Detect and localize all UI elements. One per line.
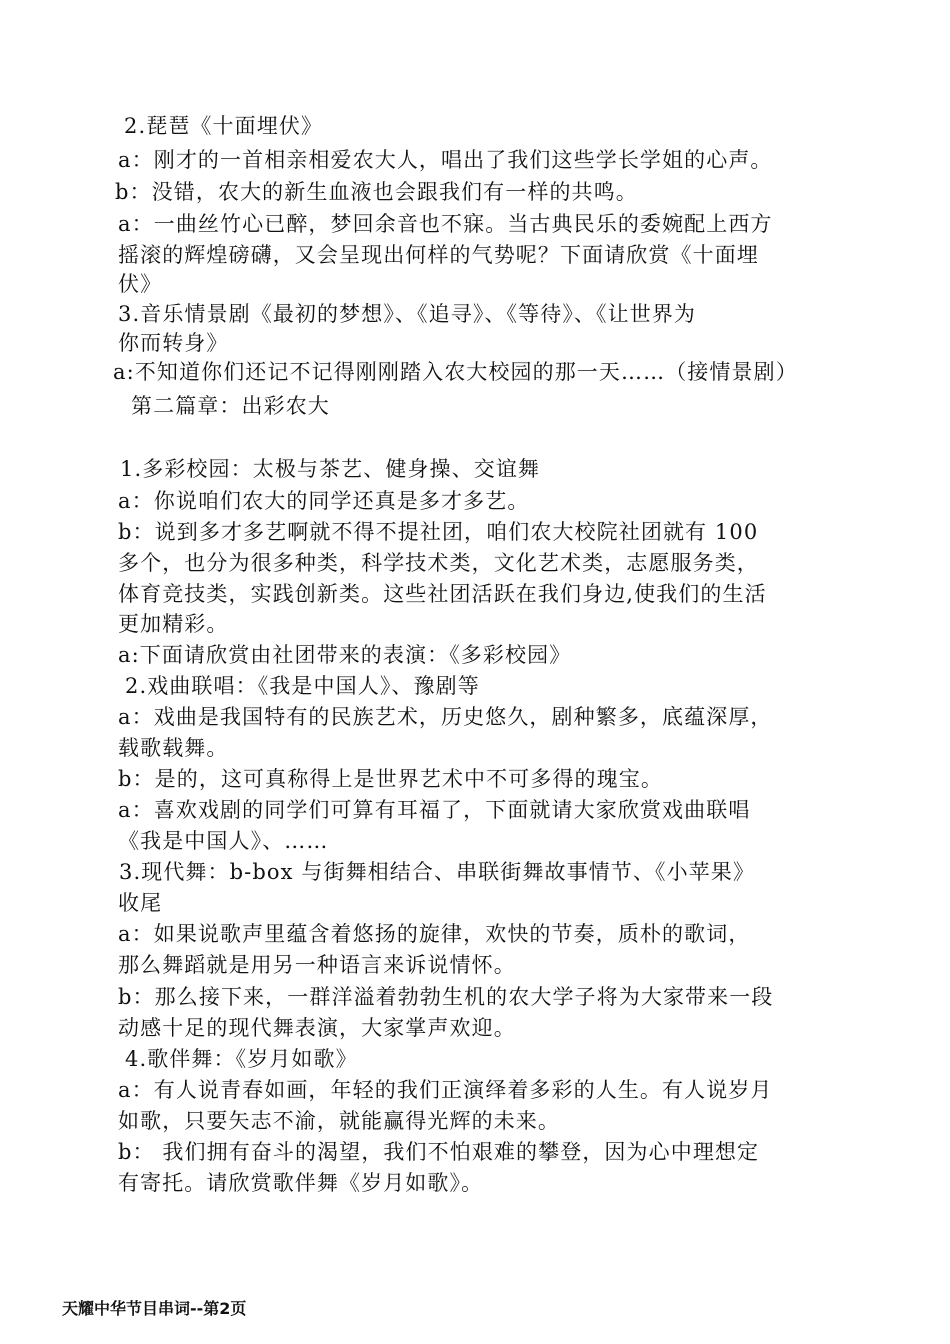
text-line: 有寄托。请欣赏歌伴舞《岁月如歌》。 xyxy=(118,1171,484,1195)
text-line: a：一曲丝竹心已醉，梦回余音也不寐。当古典民乐的委婉配上西方 xyxy=(118,212,773,236)
text-line: b：没错，农大的新生血液也会跟我们有一样的共鸣。 xyxy=(115,180,638,204)
text-line: 多个，也分为很多种类，科学技术类，文化艺术类，志愿服务类， xyxy=(118,551,759,575)
text-line: a：喜欢戏剧的同学们可算有耳福了，下面就请大家欣赏戏曲联唱 xyxy=(118,798,751,822)
text-line: b：那么接下来，一群洋溢着勃勃生机的农大学子将为大家带来一段 xyxy=(118,985,774,1009)
text-line: 收尾 xyxy=(118,891,163,915)
text-line: 你而转身》 xyxy=(118,331,229,355)
text-line: 摇滚的辉煌磅礴，又会呈现出何样的气势呢？下面请欣赏《十面埋 xyxy=(118,243,759,267)
text-line: 第二篇章：出彩农大 xyxy=(131,394,330,418)
text-line: 2.琵琶《十面埋伏》 xyxy=(124,114,324,138)
text-line: a：你说咱们农大的同学还真是多才多艺。 xyxy=(118,489,530,513)
text-line: a:下面请欣赏由社团带来的表演：《多彩校园》 xyxy=(118,643,572,667)
text-line: 那么舞蹈就是用另一种语言来诉说情怀。 xyxy=(118,953,516,977)
text-line: a：戏曲是我国特有的民族艺术，历史悠久，剧种繁多，底蕴深厚， xyxy=(118,705,773,729)
text-line: 体育竞技类，实践创新类。这些社团活跃在我们身边,使我们的生活 xyxy=(118,582,767,606)
text-line: a：有人说青春如画，年轻的我们正演绎着多彩的人生。有人说岁月 xyxy=(118,1078,773,1102)
text-line: b：是的，这可真称得上是世界艺术中不可多得的瑰宝。 xyxy=(118,767,663,791)
text-line: 载歌载舞。 xyxy=(118,736,229,760)
text-line: b：说到多才多艺啊就不得不提社团，咱们农大校院社团就有 100 xyxy=(118,520,759,544)
text-line: 《我是中国人》、…… xyxy=(118,829,329,853)
text-line: 更加精彩。 xyxy=(118,612,229,636)
text-line: b： 我们拥有奋斗的渴望，我们不怕艰难的攀登，因为心中理想定 xyxy=(118,1140,760,1164)
text-line: 1.多彩校园：太极与茶艺、健身操、交谊舞 xyxy=(120,457,541,481)
text-line: 如歌，只要矢志不渝，就能赢得光辉的未来。 xyxy=(118,1109,560,1133)
page-footer: 天耀中华节目串词--第2页 xyxy=(62,1299,247,1318)
text-line: 3.现代舞：b-box 与街舞相结合、串联街舞故事情节、《小苹果》 xyxy=(119,860,755,884)
text-line: 4.歌伴舞：《岁月如歌》 xyxy=(125,1047,358,1071)
text-line: 2.戏曲联唱：《我是中国人》、豫剧等 xyxy=(125,674,480,698)
text-line: 3.音乐情景剧《最初的梦想》、《追寻》、《等待》、《让世界为 xyxy=(118,302,697,326)
text-line: a：刚才的一首相亲相爱农大人，唱出了我们这些学长学姐的心声。 xyxy=(118,148,773,172)
text-line: 伏》 xyxy=(118,272,163,296)
text-line: 动感十足的现代舞表演，大家掌声欢迎。 xyxy=(118,1016,516,1040)
text-line: a：如果说歌声里蕴含着悠扬的旋律，欢快的节奏，质朴的歌词， xyxy=(118,922,751,946)
text-line: a:不知道你们还记不记得刚刚踏入农大校园的那一天……（接情景剧） xyxy=(113,360,798,384)
